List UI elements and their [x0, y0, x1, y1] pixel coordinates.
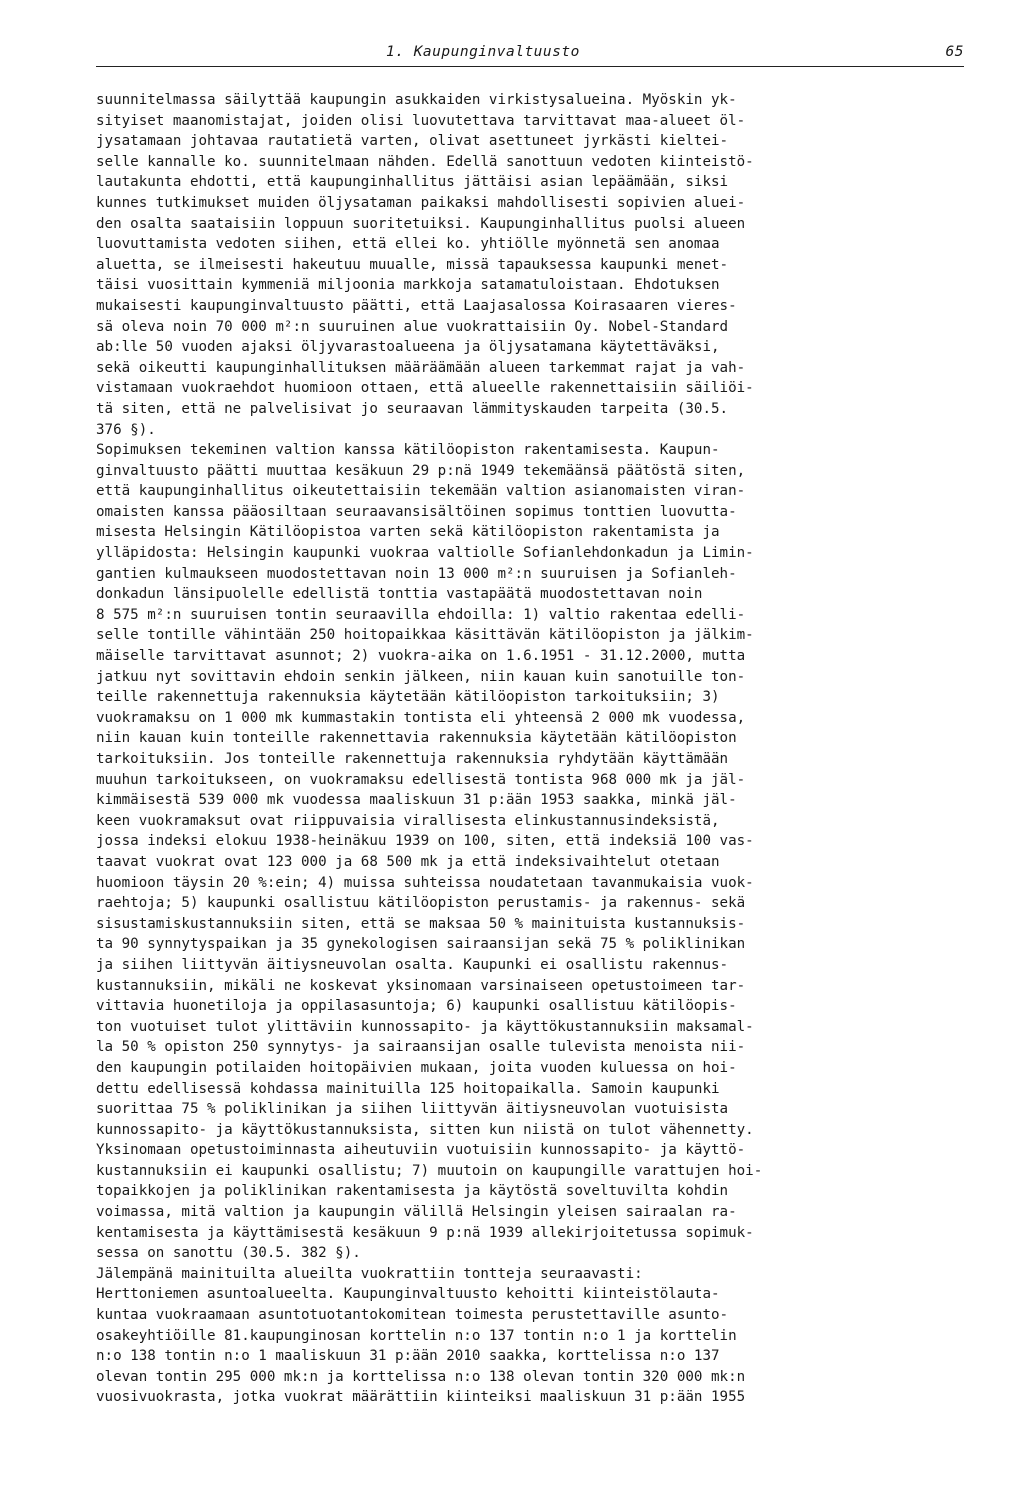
text-line: kunnossapito- ja käyttökustannuksista, sitten kun niistä on tulot vähennetty.: [96, 1121, 754, 1138]
text-line: kustannuksiin ei kaupunki osallistu; 7) muutoin on kaupungille varattujen hoi-: [96, 1162, 763, 1179]
text-line: kustannuksiin, mikäli ne koskevat yksinomaan varsinaiseen opetustoimeen tar-: [96, 977, 746, 994]
text-line: vittavia huonetiloja ja oppilasasuntoja; 6) kaupunki osallistuu kätilöopis-: [96, 998, 737, 1015]
text-line: Yksinomaan opetustoiminnasta aiheutuviin vuotuisiin kunnossapito- ja käyttö-: [96, 1142, 746, 1159]
text-line: huomioon täysin 20 %:ein; 4) muissa suhteissa noudatetaan tavanmukaisia vuok-: [96, 874, 754, 891]
text-line: lautakunta ehdotti, että kaupunginhallitus jättäisi asian lepäämään, siksi: [96, 174, 729, 191]
text-line: ja siihen liittyvän äitiysneuvolan osalta. Kaupunki ei osallistu rakennus-: [96, 956, 729, 973]
text-line: topaikkojen ja poliklinikan rakentamisesta ja käytöstä soveltuvilta kohdin: [96, 1183, 729, 1200]
header-rule: [96, 66, 964, 67]
text-line: den kaupungin potilaiden hoitopäivien mukaan, joita vuoden kuluessa on hoi-: [96, 1059, 737, 1076]
text-line: Sopimuksen tekeminen valtion kanssa kätilöopiston rakentamisesta. Kaupun-: [96, 442, 720, 459]
text-line: muuhun tarkoitukseen, on vuokramaksu edellisestä tontista 968 000 mk ja jäl-: [96, 771, 746, 788]
text-line: sekä oikeutti kaupunginhallituksen määräämään alueen tarkemmat rajat ja vah-: [96, 359, 746, 376]
text-line: kentamisesta ja käyttämisestä kesäkuun 9 p:nä 1939 allekirjoitetussa sopimuk-: [96, 1224, 754, 1241]
text-line: raehtoja; 5) kaupunki osallistuu kätilöopiston perustamis- ja rakennus- sekä: [96, 895, 746, 912]
text-line: olevan tontin 295 000 mk:n ja korttelissa n:o 138 olevan tontin 320 000 mk:n: [96, 1368, 746, 1385]
text-line: Herttoniemen asuntoalueelta. Kaupunginvaltuusto kehoitti kiinteistölauta-: [96, 1286, 720, 1303]
text-line: la 50 % opiston 250 synnytys- ja sairaansijan osalle tulevista menoista nii-: [96, 1039, 746, 1056]
text-line: täisi vuosittain kymmeniä miljoonia markkoja satamatuloistaan. Ehdotuksen: [96, 277, 720, 294]
text-line: ylläpidosta: Helsingin kaupunki vuokraa valtiolle Sofianlehdonkadun ja Limin-: [96, 545, 754, 562]
section-title: 1. Kaupunginvaltuusto: [386, 44, 580, 60]
text-line: suunnitelmassa säilyttää kaupungin asukkaiden virkistysalueina. Myöskin yk-: [96, 92, 737, 108]
text-line: selle kannalle ko. suunnitelmaan nähden. Edellä sanottuun vedoten kiinteistö-: [96, 153, 754, 170]
text-line: omaisten kanssa pääosiltaan seuraavansisältöinen sopimus tonttien luovutta-: [96, 503, 737, 520]
text-line: n:o 138 tontin n:o 1 maaliskuun 31 p:ään 2010 saakka, korttelissa n:o 137: [96, 1348, 720, 1365]
text-line: mukaisesti kaupunginvaltuusto päätti, että Laajasalossa Koirasaaren vieres-: [96, 297, 737, 314]
text-line: kimmäisestä 539 000 mk vuodessa maaliskuun 31 p:ään 1953 saakka, minkä jäl-: [96, 792, 737, 809]
page-header: [96, 44, 964, 64]
text-line: luovuttamista vedoten siihen, että ellei ko. yhtiölle myönnetä sen anomaa: [96, 236, 720, 253]
text-line: teille rakennettuja rakennuksia käytetään kätilöopiston tarkoituksiin; 3): [96, 689, 720, 706]
text-line: ton vuotuiset tulot ylittäviin kunnossapito- ja käyttökustannuksiin maksamal-: [96, 1018, 754, 1035]
text-line: jatkuu nyt sovittavin ehdoin senkin jälkeen, niin kauan kuin sanotuille ton-: [96, 668, 746, 685]
text-line: taavat vuokrat ovat 123 000 ja 68 500 mk ja että indeksivaihtelut otetaan: [96, 853, 720, 870]
text-line: ab:lle 50 vuoden ajaksi öljyvarastoalueena ja öljysatamana käytettäväksi,: [96, 339, 720, 356]
text-line: jysatamaan johtavaa rautatietä varten, olivat asettuneet jyrkästi kieltei-: [96, 133, 729, 150]
text-line: ginvaltuusto päätti muuttaa kesäkuun 29 p:nä 1949 tekemäänsä päätöstä siten,: [96, 462, 746, 479]
text-line: ta 90 synnytyspaikan ja 35 gynekologisen sairaansijan sekä 75 % poliklinikan: [96, 936, 746, 953]
text-line: aluetta, se ilmeisesti hakeutuu muualle, missä tapauksessa kaupunki menet-: [96, 256, 729, 273]
text-line: jossa indeksi elokuu 1938-heinäkuu 1939 on 100, siten, että indeksiä 100 vas-: [96, 833, 754, 850]
text-line: Jälempänä mainituilta alueilta vuokrattiin tontteja seuraavasti:: [96, 1265, 643, 1282]
text-line: misesta Helsingin Kätilöopistoa varten sekä kätilöopiston rakentamista ja: [96, 524, 720, 541]
text-line: sisustamiskustannuksiin siten, että se maksaa 50 % mainituista kustannuksis-: [96, 915, 746, 932]
text-line: sityiset maanomistajat, joiden olisi luovutettava tarvittavat maa-alueet öl-: [96, 112, 746, 129]
text-line: tarkoituksiin. Jos tonteille rakennettuja rakennuksia ryhdytään käyttämään: [96, 751, 729, 767]
text-line: osakeyhtiöille 81.kaupunginosan korttelin n:o 137 tontin n:o 1 ja korttelin: [96, 1327, 737, 1344]
text-line: sessa on sanottu (30.5. 382 §).: [96, 1245, 361, 1262]
text-line: den osalta saataisiin loppuun suoritetuiksi. Kaupunginhallitus puolsi alueen: [96, 215, 746, 232]
text-line: 376 §).: [96, 421, 156, 438]
text-line: selle tontille vähintään 250 hoitopaikkaa käsittävän kätilöopiston ja jälkim-: [96, 627, 754, 644]
text-line: 8 575 m²:n suuruisen tontin seuraavilla ehdoilla: 1) valtio rakentaa edelli-: [96, 606, 746, 623]
page-number: 65: [945, 44, 964, 60]
text-line: kuntaa vuokraamaan asuntotuotantokomitean toimesta perustettaville asunto-: [96, 1307, 729, 1324]
text-line: niin kauan kuin tonteille rakennettavia rakennuksia käytetään kätilöopiston: [96, 730, 737, 747]
text-line: että kaupunginhallitus oikeutettaisiin tekemään valtion asianomaisten viran-: [96, 483, 746, 500]
text-line: sä oleva noin 70 000 m²:n suuruinen alue vuokrattaisiin Oy. Nobel-Standard: [96, 318, 729, 335]
text-line: keen vuokramaksut ovat riippuvaisia virallisesta elinkustannusindeksistä,: [96, 812, 720, 829]
text-line: tä siten, että ne palvelisivat jo seuraavan lämmityskauden tarpeita (30.5.: [96, 400, 729, 417]
text-line: vistamaan vuokraehdot huomioon ottaen, että alueelle rakennettaisiin säiliöi-: [96, 380, 754, 397]
text-line: suorittaa 75 % poliklinikan ja siihen liittyvän äitiysneuvolan vuotuisista: [96, 1101, 729, 1118]
text-line: voimassa, mitä valtion ja kaupungin välillä Helsingin yleisen sairaalan ra-: [96, 1204, 737, 1221]
text-line: mäiselle tarvittavat asunnot; 2) vuokra-aika on 1.6.1951 - 31.12.2000, mutta: [96, 648, 746, 665]
text-line: gantien kulmaukseen muodostettavan noin 13 000 m²:n suuruisen ja Sofianleh-: [96, 565, 737, 582]
text-line: donkadun länsipuolelle edellistä tonttia vastapäätä muodostettavan noin: [96, 586, 703, 603]
text-line: kunnes tutkimukset muiden öljysataman paikaksi mahdollisesti sopivien aluei-: [96, 194, 746, 211]
text-line: vuokramaksu on 1 000 mk kummastakin tontista eli yhteensä 2 000 mk vuodessa,: [96, 709, 746, 726]
text-line: vuosivuokrasta, jotka vuokrat määrättiin kiinteiksi maaliskuun 31 p:ään 1955: [96, 1389, 746, 1406]
body-text: [96, 90, 966, 1408]
text-line: dettu edellisessä kohdassa mainituilla 125 hoitopaikalla. Samoin kaupunki: [96, 1080, 720, 1097]
